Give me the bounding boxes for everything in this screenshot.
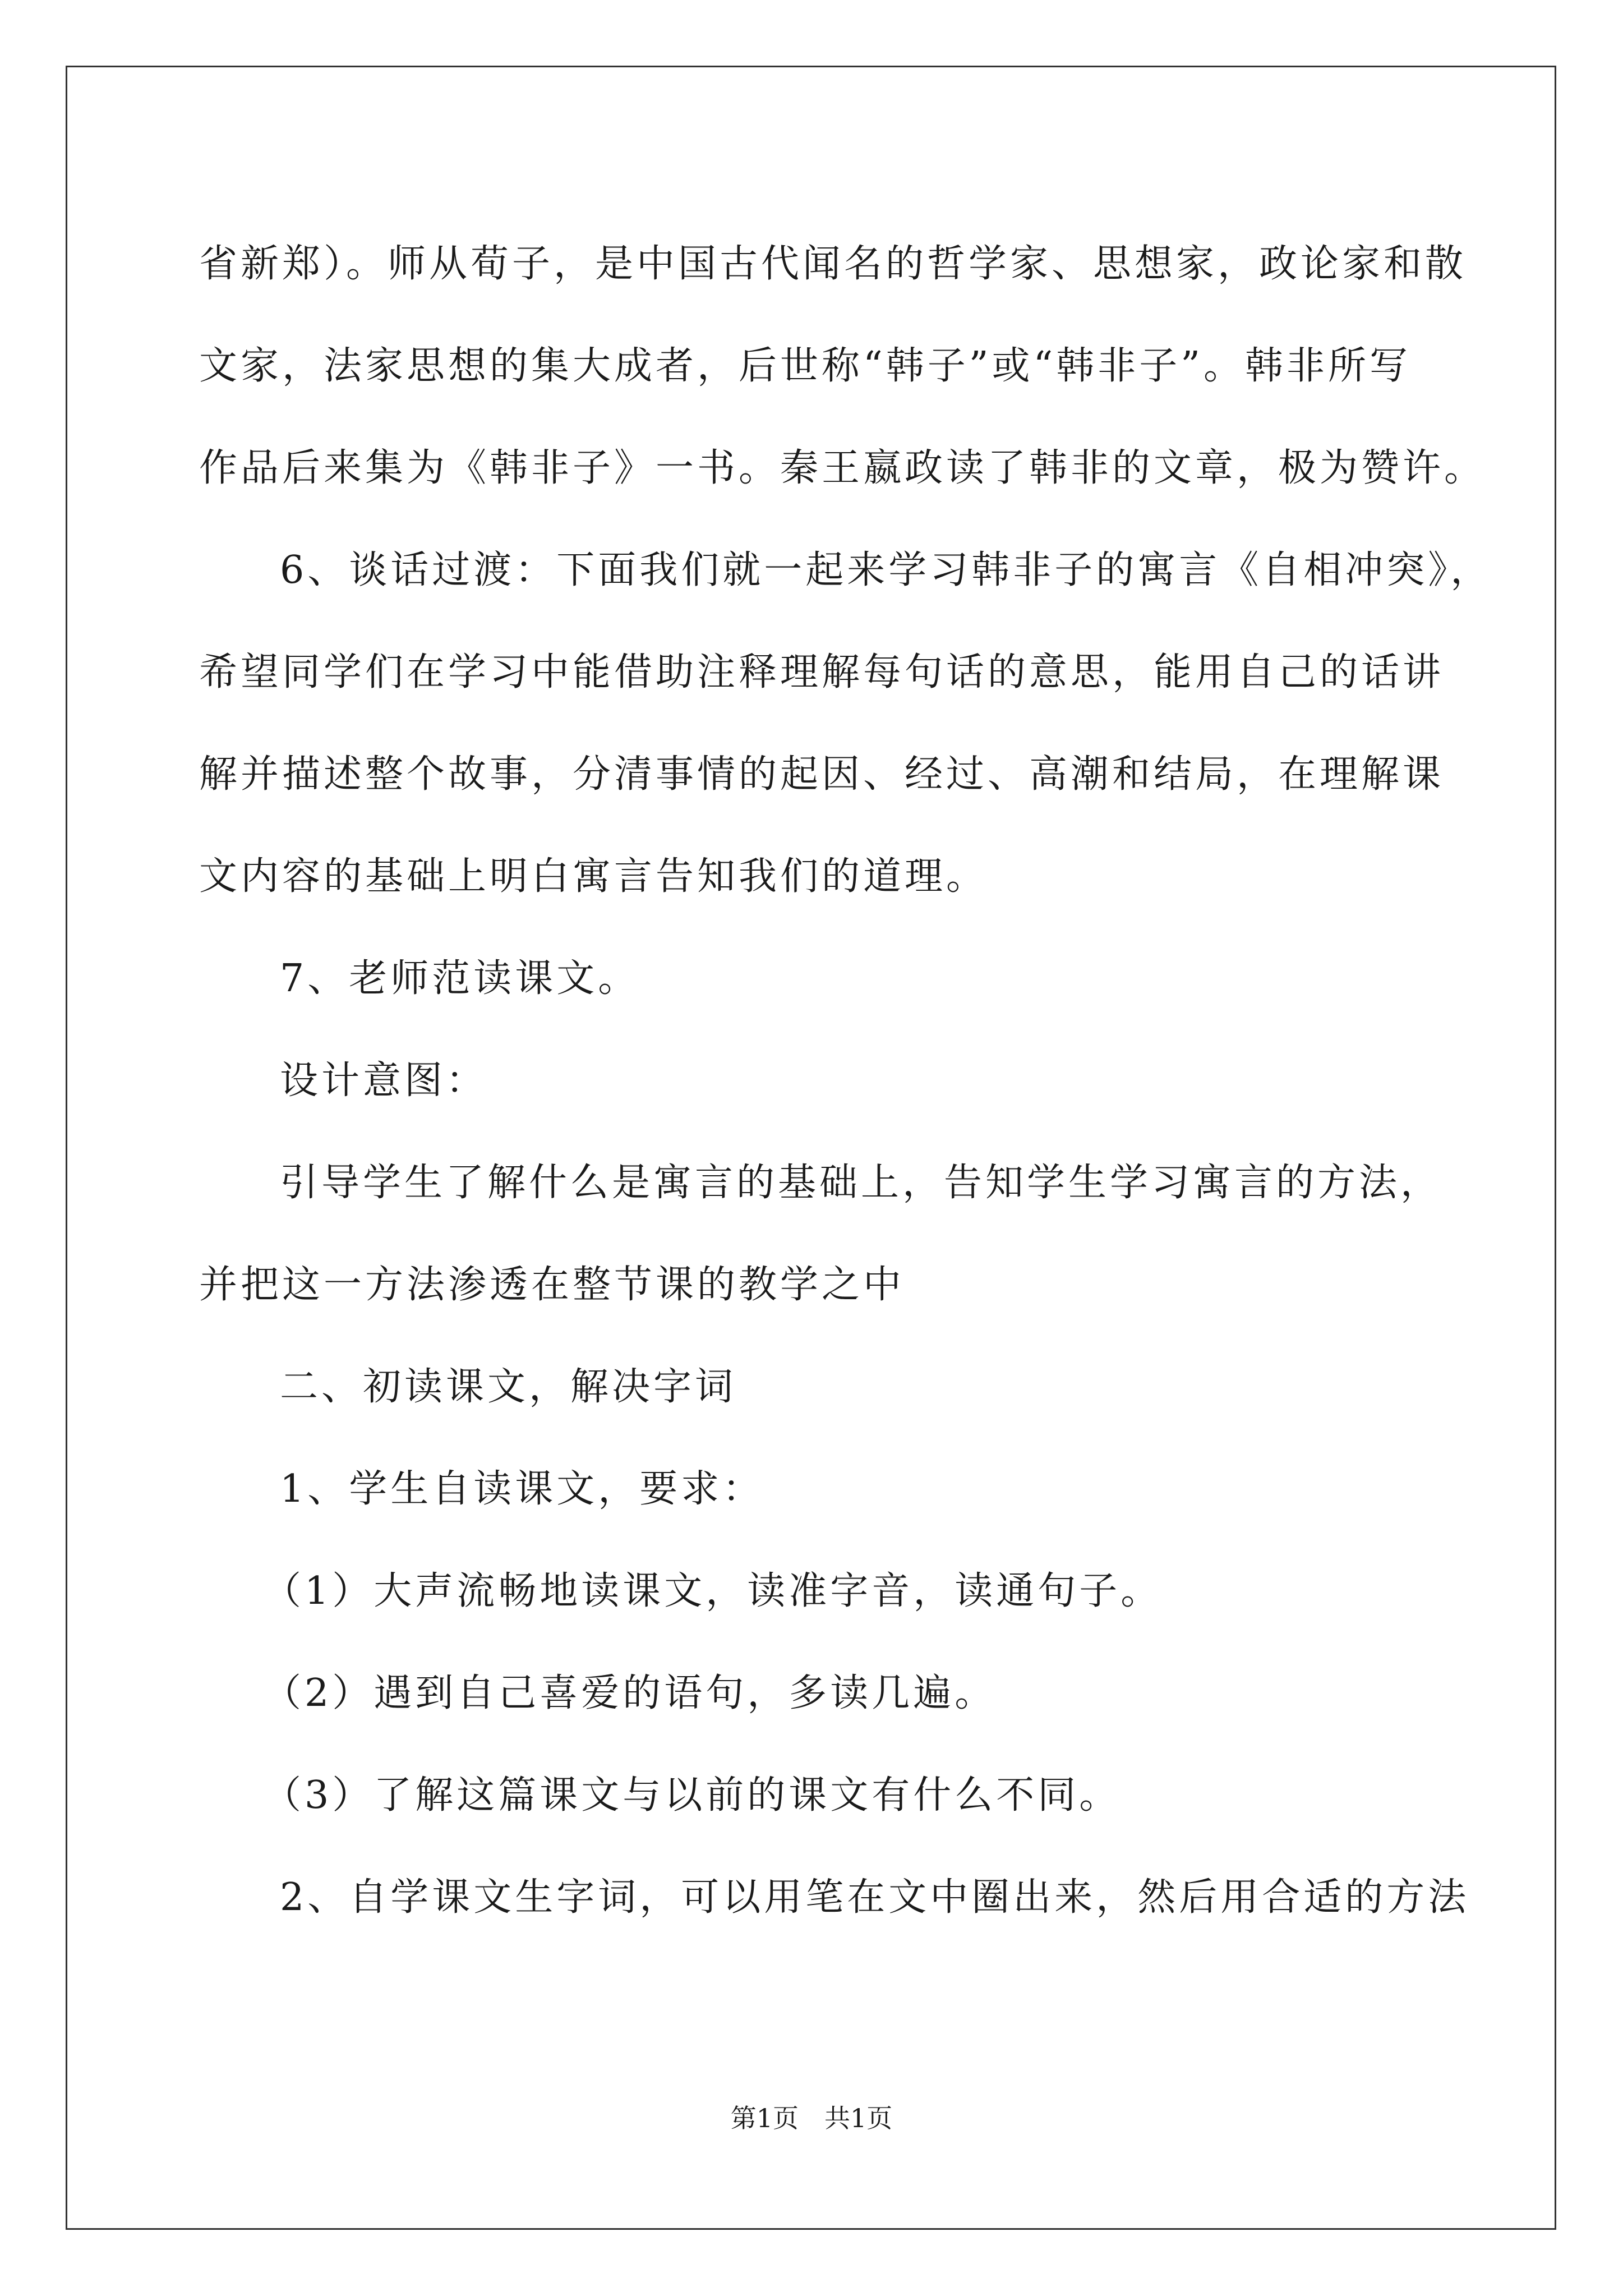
text-line: 文家，法家思想的集大成者，后世称“韩子”或“韩非子”。韩非所写 xyxy=(199,344,1412,388)
section-heading: 二、初读课文，解决字词 xyxy=(280,1365,737,1409)
page-footer: 第1页 共1页 xyxy=(730,2103,893,2133)
list-item: （1）大声流畅地读课文，读准字音，读通句子。 xyxy=(263,1569,1163,1613)
text-line: 希望同学们在学习中能借助注释理解每句话的意思，能用自己的话讲 xyxy=(199,650,1445,694)
section-label: 设计意图： xyxy=(280,1059,488,1103)
text-line: 2、自学课文生字词，可以用笔在文中圈出来，然后用合适的方法 xyxy=(280,1875,1470,1920)
text-line: 省新郑）。师从荀子，是中国古代闻名的哲学家、思想家，政论家和散 xyxy=(199,242,1467,286)
text-line: 解并描述整个故事，分清事情的起因、经过、高潮和结局，在理解课 xyxy=(199,752,1445,797)
text-line: 引导学生了解什么是寓言的基础上，告知学生学习寓言的方法， xyxy=(280,1161,1442,1205)
text-line: 6、谈话过渡：下面我们就一起来学习韩非子的寓言《自相冲突》， xyxy=(280,548,1492,592)
document-body xyxy=(199,213,1492,1949)
list-item: （2）遇到自己喜爱的语句，多读几遍。 xyxy=(263,1671,997,1715)
text-line: 文内容的基础上明白寓言告知我们的道理。 xyxy=(199,854,988,899)
text-line: 作品后来集为《韩非子》一书。秦王嬴政读了韩非的文章，极为赞许。 xyxy=(199,446,1486,490)
text-line: 并把这一方法渗透在整节课的教学之中 xyxy=(199,1263,905,1307)
list-item: （3）了解这篇课文与以前的课文有什么不同。 xyxy=(263,1773,1121,1818)
text-line: 7、老师范读课文。 xyxy=(280,956,640,1001)
text-line: 1、学生自读课文，要求： xyxy=(280,1467,764,1511)
